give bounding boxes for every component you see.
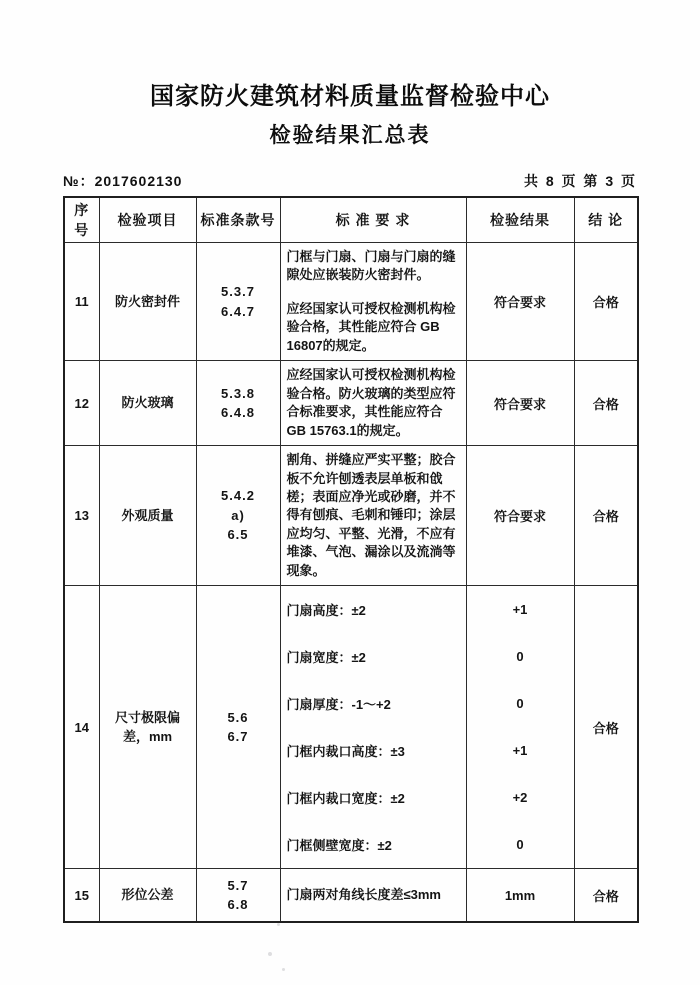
cell-clause xyxy=(196,446,280,586)
requirement-paragraph: 应经国家认可授权检测机构检验合格，其性能应符合 GB 16807的规定。 xyxy=(286,300,456,353)
sub-requirement: 门扇高度：±2 xyxy=(286,603,366,619)
header-result: 检验结果 xyxy=(466,197,574,243)
clause-line: 5.3.8 xyxy=(221,385,255,401)
page-counter: 共 8 页 第 3 页 xyxy=(523,173,637,189)
scan-speck xyxy=(268,952,272,956)
cell-no: 15 xyxy=(64,869,99,922)
clause-line: 5.6 xyxy=(227,709,249,725)
cell-no: 11 xyxy=(64,243,99,361)
table-row xyxy=(64,361,638,446)
cell-requirement xyxy=(280,243,466,361)
header-requirement: 标 准 要 求 xyxy=(280,197,466,243)
cell-requirement xyxy=(280,446,466,586)
sub-result: +2 xyxy=(512,790,528,806)
cell-result-subrows xyxy=(466,586,574,869)
table-header-row xyxy=(64,197,638,243)
cell-requirement xyxy=(280,869,466,922)
clause-line: 6.5 xyxy=(227,527,249,543)
header-clause: 标准条款号 xyxy=(196,197,280,243)
item-label: 尺寸极限偏差，mm xyxy=(114,709,180,745)
header-no: 序号 xyxy=(64,197,99,243)
header-item: 检验项目 xyxy=(99,197,196,243)
table-row xyxy=(64,243,638,361)
cell-item xyxy=(99,869,196,922)
table-row xyxy=(64,869,638,922)
cell-item xyxy=(99,586,196,869)
sub-requirement: 门框内裁口高度：±3 xyxy=(286,744,405,760)
cell-clause xyxy=(196,869,280,922)
cell-requirement xyxy=(280,361,466,446)
clause-line: 6.7 xyxy=(227,729,249,745)
cell-clause xyxy=(196,586,280,869)
item-label: 防火玻璃 xyxy=(121,395,174,411)
clause-line: 6.4.7 xyxy=(221,303,255,319)
sub-result: +1 xyxy=(512,602,528,618)
cell-clause xyxy=(196,361,280,446)
item-label: 形位公差 xyxy=(121,887,174,903)
cell-result: 符合要求 xyxy=(466,361,574,446)
cell-no: 12 xyxy=(64,361,99,446)
table-row xyxy=(64,446,638,586)
requirement-paragraph: 割角、拼缝应严实平整；胶合板不允许刨透表层单板和戗槎；表面应净光或砂磨，并不得有刨痕、毛刺和锤印；涂层应均匀、平整、光滑，不应有堆漆、气泡、漏涂以及流淌等现象。 xyxy=(286,452,456,578)
org-title: 国家防火建筑材料质量监督检验中心 xyxy=(150,83,550,110)
cell-result: 符合要求 xyxy=(466,446,574,586)
cell-item xyxy=(99,243,196,361)
cell-conclusion: 合格 xyxy=(574,243,638,361)
report-number xyxy=(63,171,182,191)
requirement-paragraph: 门扇两对角线长度差≤3mm xyxy=(286,886,441,902)
sub-requirement: 门框侧壁宽度：±2 xyxy=(286,838,392,854)
clause-line: 5.4.2 xyxy=(221,488,255,504)
cell-result: 1mm xyxy=(466,869,574,922)
scan-speck xyxy=(282,968,285,971)
sub-result: +1 xyxy=(512,743,528,759)
cell-conclusion: 合格 xyxy=(574,446,638,586)
sub-result: 0 xyxy=(516,696,524,712)
cell-conclusion: 合格 xyxy=(574,869,638,922)
cell-no: 14 xyxy=(64,586,99,869)
report-number-value: 2017602130 xyxy=(94,173,183,189)
sub-requirement: 门扇宽度：±2 xyxy=(286,650,366,666)
cell-clause xyxy=(196,243,280,361)
clause-line: 6.8 xyxy=(227,897,249,912)
cell-requirement-subrows xyxy=(280,586,466,869)
meta-row xyxy=(63,171,637,191)
item-label: 外观质量 xyxy=(121,507,174,523)
sub-requirement: 门扇厚度：-1～+2 xyxy=(286,697,391,713)
clause-line: 5.3.7 xyxy=(221,284,255,300)
cell-item xyxy=(99,446,196,586)
report-header xyxy=(0,0,700,149)
results-table xyxy=(63,196,639,923)
requirement-paragraph: 应经国家认可授权检测机构检验合格。防火玻璃的类型应符合标准要求，其性能应符合GB 15763.1的规定。 xyxy=(286,367,456,438)
cell-conclusion: 合格 xyxy=(574,361,638,446)
scan-speck xyxy=(277,923,280,926)
table-row xyxy=(64,586,638,869)
cell-item xyxy=(99,361,196,446)
header-conclusion: 结 论 xyxy=(574,197,638,243)
cell-result: 符合要求 xyxy=(466,243,574,361)
requirement-paragraph: 门框与门扇、门扇与门扇的缝隙处应嵌装防火密封件。 xyxy=(286,249,456,283)
sub-result: 0 xyxy=(516,649,524,665)
item-label: 防火密封件 xyxy=(114,293,180,309)
clause-line: a) xyxy=(231,507,245,523)
cell-no: 13 xyxy=(64,446,99,586)
clause-line: 5.7 xyxy=(227,877,249,893)
sub-result: 0 xyxy=(516,837,524,853)
page-title: 检验结果汇总表 xyxy=(269,124,431,147)
clause-line: 6.4.8 xyxy=(221,405,255,421)
report-number-label: №： xyxy=(63,173,95,189)
sub-requirement: 门框内裁口宽度：±2 xyxy=(286,791,405,807)
cell-conclusion: 合格 xyxy=(574,586,638,869)
